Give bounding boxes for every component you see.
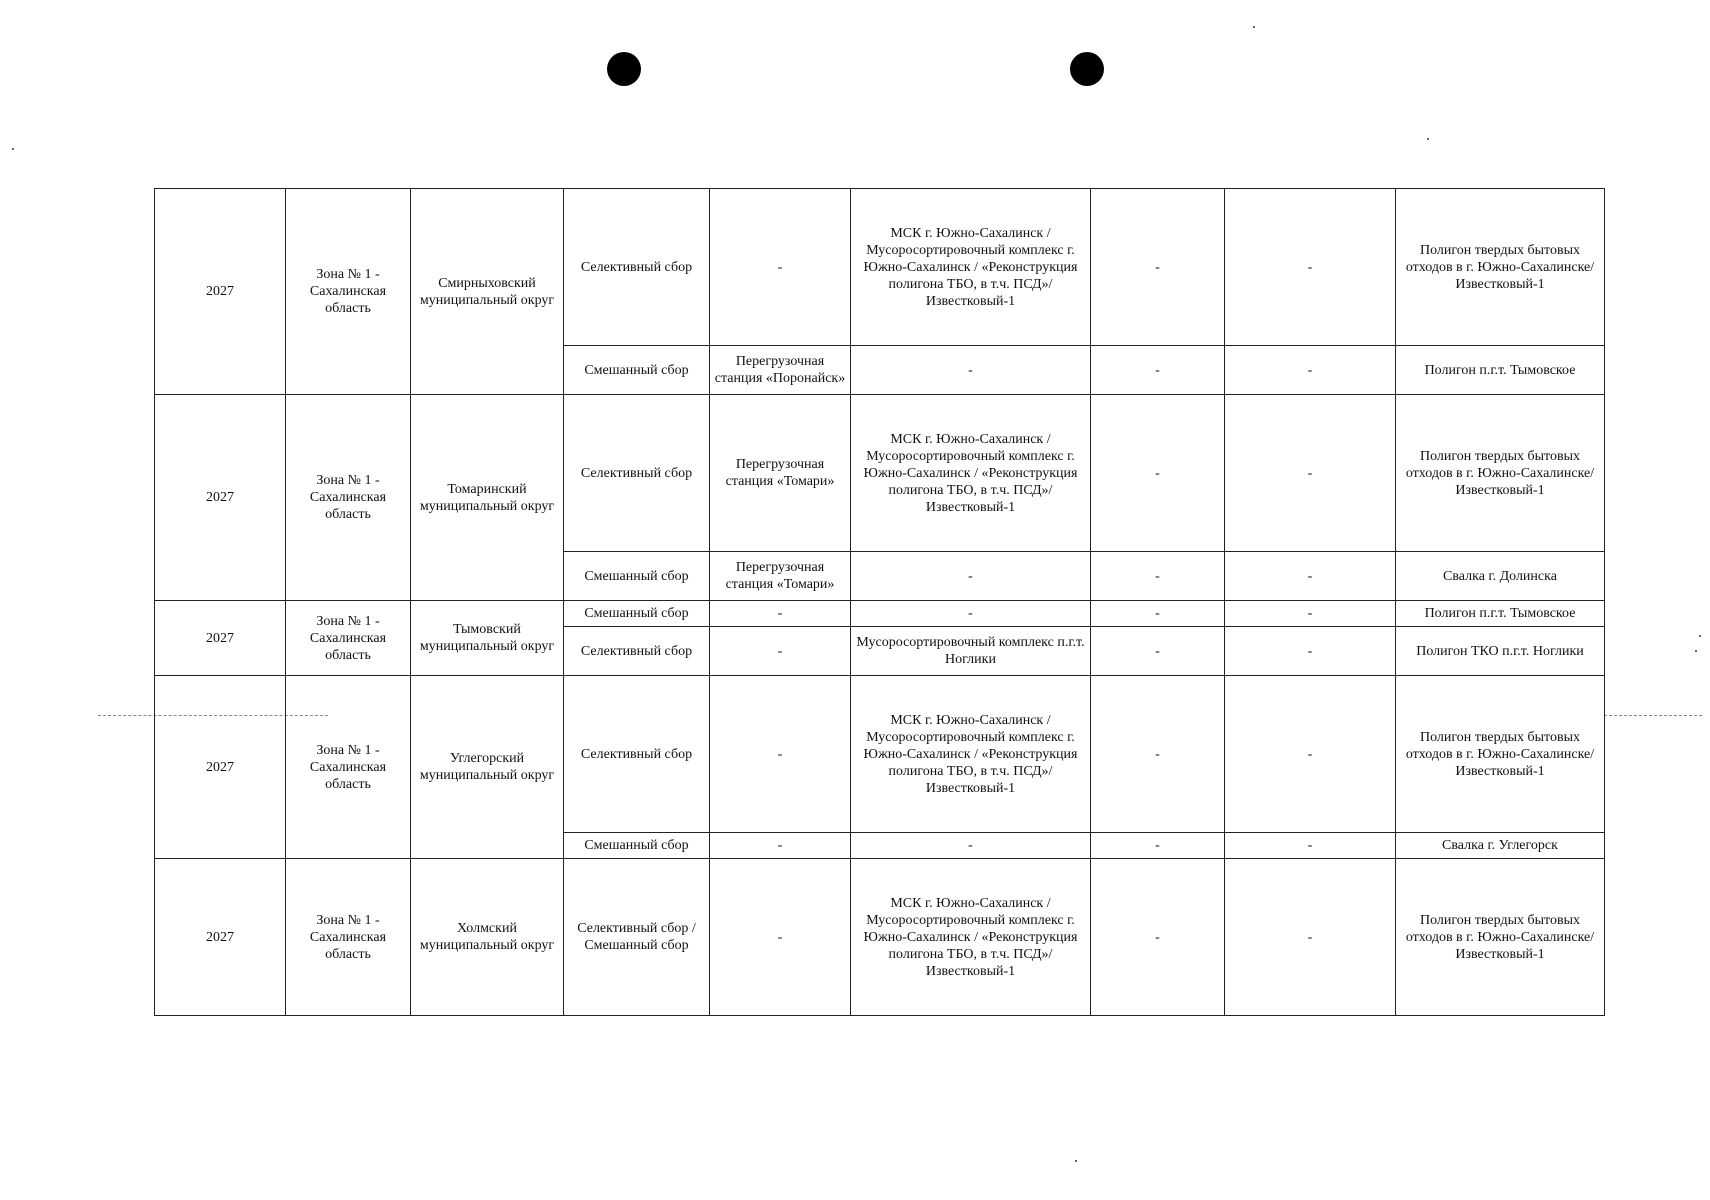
column-8-cell: -: [1225, 601, 1396, 627]
landfill-cell: Полигон п.г.т. Тымовское: [1396, 346, 1605, 395]
landfill-cell: Полигон п.г.т. Тымовское: [1396, 601, 1605, 627]
column-8-cell: -: [1225, 346, 1396, 395]
column-7-cell: -: [1091, 627, 1225, 676]
table-row: [155, 601, 1605, 627]
column-7-cell: -: [1091, 601, 1225, 627]
collection-type-cell: Селективный сбор / Смешанный сбор: [564, 859, 710, 1016]
collection-type-cell: Селективный сбор: [564, 676, 710, 833]
zone-cell: Зона № 1 - Сахалинская область: [286, 601, 411, 676]
transfer-station-cell: -: [710, 189, 851, 346]
column-7-cell: -: [1091, 676, 1225, 833]
table-row: [155, 676, 1605, 833]
scan-speck: [12, 148, 14, 150]
landfill-cell: Полигон твердых бытовых отходов в г. Южно-Сахалинске/Известковый-1: [1396, 676, 1605, 833]
column-7-cell: -: [1091, 552, 1225, 601]
landfill-cell: Полигон твердых бытовых отходов в г. Южно-Сахалинске/Известковый-1: [1396, 189, 1605, 346]
transfer-station-cell: -: [710, 601, 851, 627]
transfer-station-cell: -: [710, 859, 851, 1016]
punch-hole-left: [607, 52, 641, 86]
processing-facility-cell: МСК г. Южно-Сахалинск / Мусоросортировочный комплекс г. Южно-Сахалинск / «Реконструкция полигона ТБО, в т.ч. ПСД»/Известковый-1: [851, 859, 1091, 1016]
scan-artifact-line-right: [1604, 715, 1702, 716]
district-cell: Смирныховский муниципальный округ: [411, 189, 564, 395]
processing-facility-cell: -: [851, 346, 1091, 395]
collection-type-cell: Селективный сбор: [564, 189, 710, 346]
column-8-cell: -: [1225, 627, 1396, 676]
processing-facility-cell: -: [851, 833, 1091, 859]
punch-hole-right: [1070, 52, 1104, 86]
collection-type-cell: Смешанный сбор: [564, 346, 710, 395]
landfill-cell: Свалка г. Долинска: [1396, 552, 1605, 601]
landfill-cell: Полигон ТКО п.г.т. Ноглики: [1396, 627, 1605, 676]
table-row: [155, 859, 1605, 1016]
collection-type-cell: Селективный сбор: [564, 627, 710, 676]
processing-facility-cell: МСК г. Южно-Сахалинск / Мусоросортировочный комплекс г. Южно-Сахалинск / «Реконструкция полигона ТБО, в т.ч. ПСД»/Известковый-1: [851, 189, 1091, 346]
landfill-cell: Полигон твердых бытовых отходов в г. Южно-Сахалинске/Известковый-1: [1396, 859, 1605, 1016]
district-cell: Холмский муниципальный округ: [411, 859, 564, 1016]
column-8-cell: -: [1225, 552, 1396, 601]
district-cell: Томаринский муниципальный округ: [411, 395, 564, 601]
transfer-station-cell: Перегрузочная станция «Томари»: [710, 552, 851, 601]
transfer-station-cell: Перегрузочная станция «Поронайск»: [710, 346, 851, 395]
transfer-station-cell: -: [710, 676, 851, 833]
scan-speck: [1427, 138, 1429, 140]
column-8-cell: -: [1225, 189, 1396, 346]
processing-facility-cell: Мусоросортировочный комплекс п.г.т. Ноглики: [851, 627, 1091, 676]
waste-flow-table: [154, 188, 1605, 1016]
scan-speck: [1075, 1160, 1077, 1162]
table-row: [155, 395, 1605, 552]
zone-cell: Зона № 1 - Сахалинская область: [286, 859, 411, 1016]
scan-speck: [1699, 635, 1701, 637]
scan-speck: [1695, 650, 1697, 652]
landfill-cell: Свалка г. Углегорск: [1396, 833, 1605, 859]
year-cell: 2027: [155, 859, 286, 1016]
processing-facility-cell: МСК г. Южно-Сахалинск / Мусоросортировочный комплекс г. Южно-Сахалинск / «Реконструкция полигона ТБО, в т.ч. ПСД»/Известковый-1: [851, 395, 1091, 552]
column-7-cell: -: [1091, 346, 1225, 395]
year-cell: 2027: [155, 395, 286, 601]
table-row: [155, 189, 1605, 346]
collection-type-cell: Смешанный сбор: [564, 833, 710, 859]
collection-type-cell: Смешанный сбор: [564, 552, 710, 601]
collection-type-cell: Селективный сбор: [564, 395, 710, 552]
transfer-station-cell: -: [710, 833, 851, 859]
district-cell: Тымовский муниципальный округ: [411, 601, 564, 676]
year-cell: 2027: [155, 601, 286, 676]
collection-type-cell: Смешанный сбор: [564, 601, 710, 627]
zone-cell: Зона № 1 - Сахалинская область: [286, 189, 411, 395]
column-8-cell: -: [1225, 676, 1396, 833]
column-7-cell: -: [1091, 395, 1225, 552]
transfer-station-cell: Перегрузочная станция «Томари»: [710, 395, 851, 552]
landfill-cell: Полигон твердых бытовых отходов в г. Южно-Сахалинске/Известковый-1: [1396, 395, 1605, 552]
column-7-cell: -: [1091, 833, 1225, 859]
year-cell: 2027: [155, 676, 286, 859]
district-cell: Углегорский муниципальный округ: [411, 676, 564, 859]
column-7-cell: -: [1091, 859, 1225, 1016]
zone-cell: Зона № 1 - Сахалинская область: [286, 676, 411, 859]
column-8-cell: -: [1225, 833, 1396, 859]
processing-facility-cell: -: [851, 601, 1091, 627]
year-cell: 2027: [155, 189, 286, 395]
column-7-cell: -: [1091, 189, 1225, 346]
transfer-station-cell: -: [710, 627, 851, 676]
column-8-cell: -: [1225, 395, 1396, 552]
processing-facility-cell: МСК г. Южно-Сахалинск / Мусоросортировочный комплекс г. Южно-Сахалинск / «Реконструкция полигона ТБО, в т.ч. ПСД»/Известковый-1: [851, 676, 1091, 833]
column-8-cell: -: [1225, 859, 1396, 1016]
processing-facility-cell: -: [851, 552, 1091, 601]
scan-speck: [1253, 26, 1255, 28]
zone-cell: Зона № 1 - Сахалинская область: [286, 395, 411, 601]
